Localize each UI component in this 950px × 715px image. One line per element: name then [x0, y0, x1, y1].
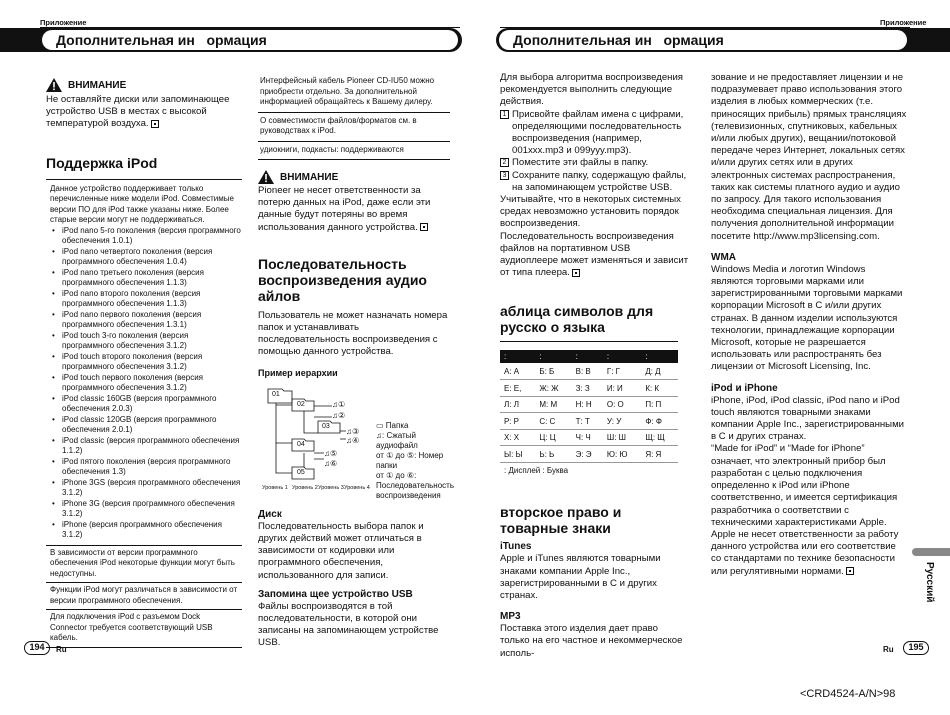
folder-label: 05 — [297, 468, 305, 476]
warning-title: ВНИМАНИЕ — [68, 79, 127, 91]
header-label-right: Приложение — [880, 18, 927, 27]
legend-range2: от ① до ⑥: Последовательность воспроизведения — [376, 470, 454, 500]
table-row — [500, 446, 678, 463]
music-file-icon: ♫② — [332, 410, 346, 420]
music-file-icon: ♫③ — [346, 426, 360, 436]
table-header-cell: : — [500, 350, 535, 363]
table-row — [500, 429, 678, 446]
mp3-text: Поставка этого изделия дает право только на его частное и некоммерческое исполь- — [500, 623, 683, 659]
table-cell: Ж: Ж — [535, 380, 571, 397]
folder-label: 03 — [322, 422, 330, 430]
table-row — [500, 380, 678, 397]
music-file-icon: ♫⑤ — [324, 448, 338, 458]
legend-range: от ① до ⑤: Номер папки — [376, 450, 444, 470]
table-cell: Д: Д — [641, 363, 678, 380]
table-cell: Р: Р — [500, 413, 535, 430]
file-number: ① — [338, 399, 346, 409]
ipod-iphone-heading: iPod и iPhone — [711, 382, 778, 394]
ipod-rule — [46, 179, 242, 180]
table-cell: З: З — [572, 380, 603, 397]
col2 — [258, 74, 454, 650]
table-cell: Х: Х — [500, 429, 535, 446]
apple-text: Apple не несет ответственности за работу данного устройства или его соответствие со стандартами по технике безопасности или регулятивными нормами. — [711, 528, 899, 577]
table-cell: Ф: Ф — [641, 413, 678, 430]
end-mark-icon — [572, 269, 580, 277]
table-row — [500, 396, 678, 413]
table-header-cell: : — [603, 350, 641, 363]
document-code: <CRD4524-A/N>98 — [800, 688, 896, 700]
itunes-heading: iTunes — [500, 541, 532, 553]
disc-heading: Диск — [258, 508, 282, 520]
table-cell: В: В — [572, 363, 603, 380]
table-cell: Н: Н — [572, 396, 603, 413]
col1 — [46, 78, 242, 648]
end-mark-icon — [846, 567, 854, 575]
ipod-iphone-text: iPhone, iPod, iPod classic, iPod nano и iPod touch являются товарными знаками компании Apple Inc., зарегистрированными в С и других странах. — [711, 394, 905, 443]
lang-left: Ru — [56, 645, 67, 654]
folder-label: 01 — [272, 390, 280, 398]
sequence-text: Пользователь не может назначать номера папок и устанавливать последовательность воспроизведения с помощью данного устройства. — [258, 309, 448, 358]
music-file-icon: ♫⑥ — [324, 458, 338, 468]
copyright-heading: вторское право и товарные знаки — [500, 504, 622, 537]
list-item: • iPod пятого поколения (версия программного обеспечения 1.3) — [52, 457, 242, 478]
page-number-left: 194 — [24, 641, 50, 655]
ipod-list — [46, 226, 242, 541]
warning-block-1 — [46, 78, 242, 92]
music-file-icon: ♫④ — [346, 435, 360, 445]
table-cell: Г: Г — [603, 363, 641, 380]
wma-heading: WMA — [711, 251, 736, 263]
mp3-heading: MP3 — [500, 611, 521, 623]
list-item: • iPod nano первого поколения (версия программного обеспечения 1.3.1) — [52, 310, 242, 331]
list-item: • iPod nano четвертого поколения (версия программного обеспечения 1.0.4) — [52, 247, 242, 268]
hierarchy-diagram — [258, 383, 454, 505]
table-cell: Ь: Ь — [535, 446, 571, 463]
table-cell: О: О — [603, 396, 641, 413]
sequence-heading: Последовательность воспроизведения аудио айлов — [258, 255, 427, 304]
table-cell: П: П — [641, 396, 678, 413]
warning-block-2 — [258, 170, 450, 184]
itunes-text: Apple и iTunes являются товарными знаками компании Apple Inc., зарегистрированными в С и других странах. — [500, 553, 661, 602]
lang-right: Ru — [883, 645, 894, 654]
table-cell: Е: Е, — [500, 380, 535, 397]
table-cell: Б: Б — [535, 363, 571, 380]
list-item: • iPhone (версия программного обеспечения 3.1.2) — [52, 520, 242, 541]
music-file-icon: ♫① — [332, 399, 346, 409]
table-header-cell: : — [535, 350, 571, 363]
level-label: Уровень 3 — [318, 484, 344, 491]
made-for-text: “Made for iPod” и “Made for iPhone” означает, что электронный прибор был разработан с целью подключения определенно к iPod или iPhone соответственно, и имеется сертификация разработчика о соответствии с техническими характеристиками Apple. — [711, 443, 898, 528]
table-cell: Ю: Ю — [603, 446, 641, 463]
file-number: ② — [338, 410, 346, 420]
order-intro: Для выбора алгоритма воспроизведения рекомендуется выполнить следующие действия. — [500, 72, 684, 108]
symbol-rule — [500, 341, 678, 342]
warning-title: ВНИМАНИЕ — [280, 171, 339, 183]
hierarchy-label: Пример иерархии — [258, 367, 338, 378]
warning-text: Не оставляйте диски или запоминающее устройство USB в местах с высокой температурой воздуха. — [46, 94, 230, 130]
disc-text: Последовательность выбора папок и других действий может отличаться в зависимости от кодировки или программного обеспечения, использованного для записи. — [258, 520, 424, 581]
folder-label: 02 — [297, 400, 305, 408]
file-number: ⑤ — [330, 448, 338, 458]
list-item: • iPhone 3GS (версия программного обеспечения 3.1.2) — [52, 478, 242, 499]
legend-folder: ▭ Папка — [376, 420, 409, 430]
step-number: 2 — [500, 158, 509, 167]
symbol-legend: : Дисплей : Буква — [504, 465, 569, 475]
table-cell: Ы: Ы — [500, 446, 535, 463]
list-item: • iPod nano 5-го поколения (версия программного обеспечения 1.0.1) — [52, 226, 242, 247]
list-item: • iPhone 3G (версия программного обеспечения 3.1.2) — [52, 499, 242, 520]
level-label: Уровень 2 — [292, 484, 318, 491]
list-item: 2 Поместите эти файлы в папку. — [500, 157, 690, 169]
table-row — [500, 363, 678, 380]
wma-text: Windows Media и логотип Windows являются торговыми марками или зарегистрированными торговыми марками корпорации Microsoft в С и/или других странах. В данном изделии используются технологии, принадлежащие корпорации Microsoft, которые не разрешается использовать или распространять без лицензии от Microsoft Licensing, Inc. — [711, 263, 903, 373]
list-item: • iPod touch второго поколения (версия программного обеспечения 3.1.2) — [52, 352, 242, 373]
step-number: 1 — [500, 110, 509, 119]
list-item: • iPod nano второго поколения (версия программного обеспечения 1.1.3) — [52, 289, 242, 310]
table-header-cell: : — [641, 350, 678, 363]
table-cell: Л: Л — [500, 396, 535, 413]
hierarchy-legend — [376, 420, 454, 501]
end-mark-icon — [420, 223, 428, 231]
order-para3: Последовательность воспроизведения файлов на портативном USB аудиоплеере может изменяться и зависит от типа плеера. — [500, 230, 689, 279]
folder-icon: ▭ — [376, 420, 384, 430]
list-item: 3 Сохраните папку, содержащую файлы, на запоминающем устройстве USB. — [500, 170, 690, 194]
level-label: Уровень 4 — [344, 484, 370, 491]
table-cell: У: У — [603, 413, 641, 430]
table-cell: И: И — [603, 380, 641, 397]
language-side-tab — [912, 548, 950, 628]
usb-heading: Запомина щее устройство USB — [258, 588, 413, 600]
note-compat: О совместимости файлов/форматов см. в руководствах к iPod. — [258, 113, 450, 142]
note-functions: Функции iPod могут различаться в зависимости от версии программного обеспечения. — [46, 582, 242, 609]
symbol-table-heading: аблица символов для русско о языка — [500, 303, 654, 336]
step-number: 3 — [500, 171, 509, 180]
table-cell: Ц: Ц — [535, 429, 571, 446]
folder-label: 04 — [297, 440, 305, 448]
order-para2: Учитывайте, что в некоторых системных средах невозможно установить порядок воспроизведения. — [500, 194, 681, 230]
ipod-heading: Поддержка iPod — [46, 154, 158, 171]
table-cell: Я: Я — [641, 446, 678, 463]
table-cell: Щ: Щ — [641, 429, 678, 446]
list-item: • iPod nano третьего поколения (версия программного обеспечения 1.1.3) — [52, 268, 242, 289]
side-tab-label: Русский — [924, 562, 935, 603]
table-cell: К: К — [641, 380, 678, 397]
list-item: • iPod touch первого поколения (версия программного обеспечения 3.1.2) — [52, 373, 242, 394]
usb-text: Файлы воспроизводятся в той последовательности, в которой они записаны на запоминающем устройстве USB. — [258, 600, 439, 649]
end-mark-icon — [151, 120, 159, 128]
list-item: 1 Присвойте файлам имена с цифрами, определяющими последовательность воспроизведения (например, 001xxx.mp3 и 099yyy.mp3). — [500, 109, 690, 158]
warning-icon — [46, 78, 62, 92]
music-note-icon: ♫ — [376, 430, 382, 440]
header-label-left: Приложение — [40, 18, 87, 27]
table-row — [500, 413, 678, 430]
table-cell: Т: Т — [572, 413, 603, 430]
header-title-left: Дополнительная ин ормация — [42, 30, 458, 50]
table-cell: С: С — [535, 413, 571, 430]
note-dock: Для подключения iPod с разъемом Dock Connector требуется соответствующий USB кабель. — [46, 609, 242, 648]
list-item: • iPod touch 3-го поколения (версия программного обеспечения 3.1.2) — [52, 331, 242, 352]
table-header-row — [500, 350, 678, 363]
table-header-cell: : — [572, 350, 603, 363]
col4 — [711, 72, 907, 578]
side-tab-bar — [912, 548, 950, 556]
table-cell: Ч: Ч — [572, 429, 603, 446]
warning-icon — [258, 170, 274, 184]
table-cell: М: М — [535, 396, 571, 413]
table-cell: Ш: Ш — [603, 429, 641, 446]
file-number: ⑥ — [330, 458, 338, 468]
file-number: ③ — [352, 426, 360, 436]
legend-file: ♫: Сжатый аудиофайл — [376, 430, 418, 450]
table-cell: А: А — [500, 363, 535, 380]
level-label: Уровень 1 — [262, 484, 288, 491]
note-versions: В зависимости от версии программного обеспечения iPod некоторые функции могут быть недоступны. — [46, 545, 242, 583]
list-item: • iPod classic (версия программного обеспечения 1.1.2) — [52, 436, 242, 457]
page-number-right: 195 — [903, 641, 929, 655]
header-title-right: Дополнительная ин ормация — [499, 30, 907, 50]
symbol-table — [500, 350, 678, 463]
ipod-intro: Данное устройство поддерживает только перечисленные ниже модели iPod. Совместимые версии ПО для iPod также указаны ниже. Более старые версии могут не поддерживаться. — [50, 183, 234, 225]
note-cable: Интерфейсный кабель Pioneer CD-IU50 можно приобрести отдельно. За дополнительной информацией обращайтесь к Вашему дилеру. — [258, 74, 450, 113]
list-item: • iPod classic 120GB (версия программного обеспечения 2.0.1) — [52, 415, 242, 436]
mp3-continued: зование и не предоставляет лицензии и не подразумевает право использования этого изделия в любых коммерческих (т.е. приносящих прибыль) прямых трансляциях (телевизионных, спутниковых, кабельных и/или любых других), вещании/потоковой передаче через Интернет, локальных сетях и/или других сетях или в других электронных системах распространения, таких как системы платного аудио и аудио по запросу. Для такого использования необходима специальная лицензия. Для получения дополнительной информации посетите http://www.mp3licensing.com. — [711, 72, 907, 242]
order-steps — [500, 109, 690, 194]
warning-text: Pioneer не несет ответственности за потерю данных на iPod, даже если эти данные будут потеряны во время использования данного устройства. — [258, 185, 431, 233]
table-cell: Э: Э — [572, 446, 603, 463]
list-item: • iPod classic 160GB (версия программного обеспечения 2.0.3) — [52, 394, 242, 415]
note-audiobooks: удиокниги, подкасты: поддерживаются — [258, 142, 450, 161]
file-number: ④ — [352, 435, 360, 445]
col3 — [500, 72, 690, 660]
